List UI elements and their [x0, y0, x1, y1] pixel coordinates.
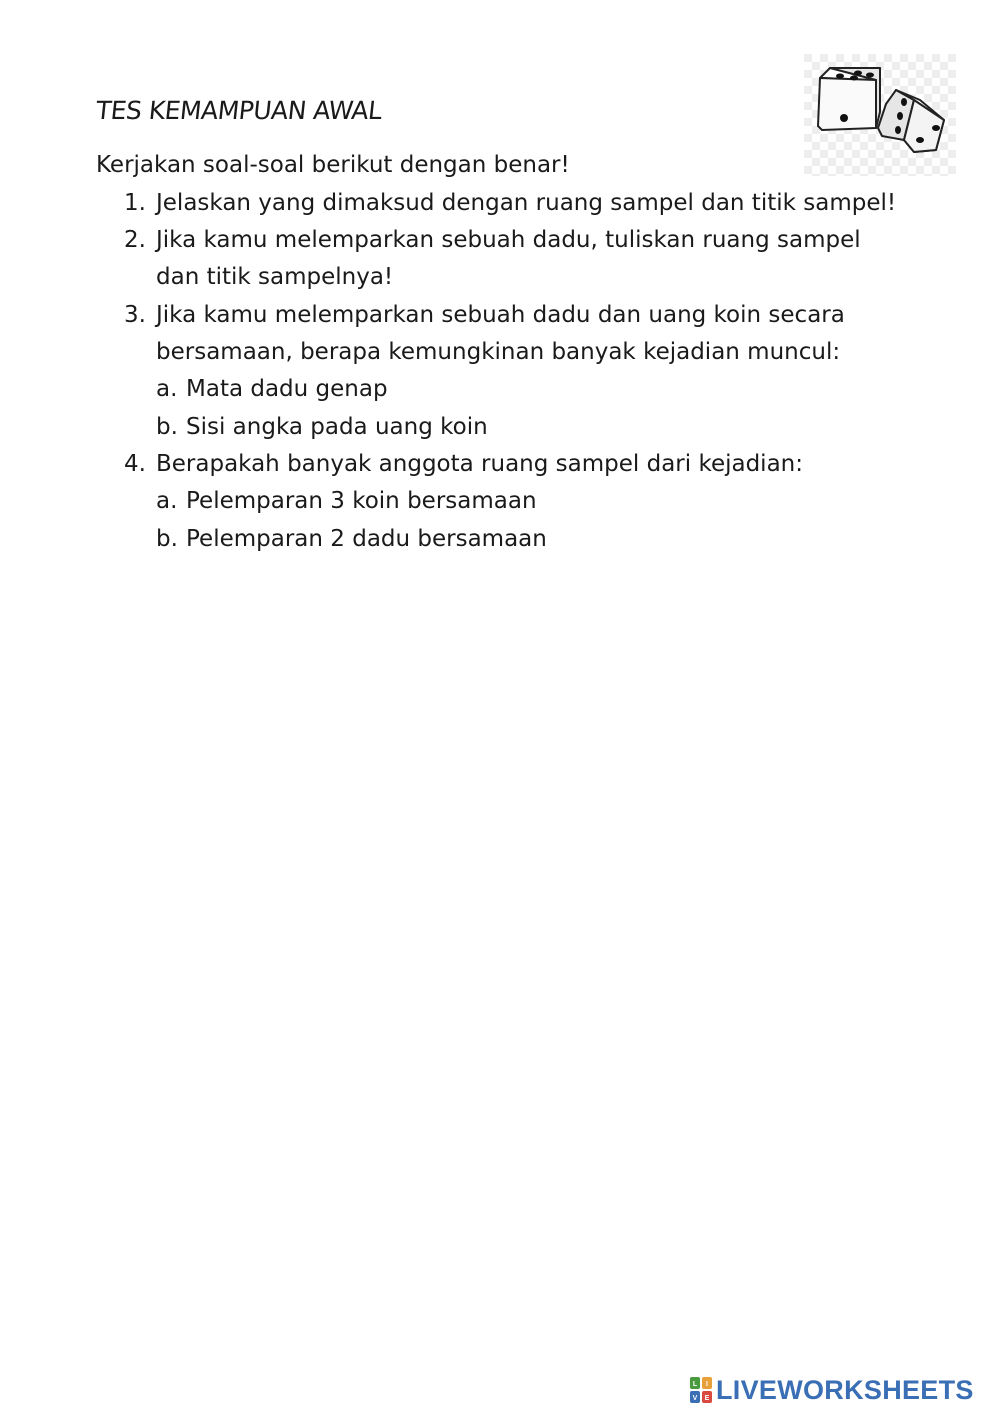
question-text: bersamaan, berapa kemungkinan banyak kejadian muncul:: [156, 339, 841, 365]
liveworksheets-logo-icon: [690, 1377, 712, 1403]
brand-name: LIVEWORKSHEETS: [716, 1374, 974, 1405]
question-text: dan titik sampelnya!: [156, 264, 394, 290]
question-text: Jelaskan yang dimaksud dengan ruang sampel dan titik sampel!: [156, 190, 897, 216]
question-number: 4.: [124, 451, 146, 477]
question-number: 1.: [124, 190, 146, 216]
subitem-letter: b.: [156, 414, 178, 440]
page-title: TES KEMAMPUAN AWAL: [94, 96, 384, 125]
question-text: Jika kamu melemparkan sebuah dadu dan uang koin secara: [156, 302, 845, 328]
instructions: Kerjakan soal-soal berikut dengan benar!: [96, 152, 570, 178]
question-text: Berapakah banyak anggota ruang sampel dari kejadian:: [156, 451, 803, 477]
svg-text:E: E: [704, 1395, 710, 1402]
subitem-text: Sisi angka pada uang koin: [186, 414, 488, 440]
subitem-letter: b.: [156, 526, 178, 552]
question-number: 2.: [124, 227, 146, 253]
svg-text:I: I: [706, 1381, 708, 1388]
subitem-letter: a.: [156, 488, 178, 514]
subitem-letter: a.: [156, 376, 178, 402]
svg-text:V: V: [692, 1395, 698, 1402]
subitem-text: Mata dadu genap: [186, 376, 388, 402]
svg-text:L: L: [692, 1381, 698, 1388]
question-number: 3.: [124, 302, 146, 328]
dice-icon: [804, 54, 956, 176]
brand-watermark: [690, 1374, 974, 1406]
question-text: Jika kamu melemparkan sebuah dadu, tuliskan ruang sampel: [156, 227, 861, 253]
subitem-text: Pelemparan 3 koin bersamaan: [186, 488, 537, 514]
subitem-text: Pelemparan 2 dadu bersamaan: [186, 526, 547, 552]
